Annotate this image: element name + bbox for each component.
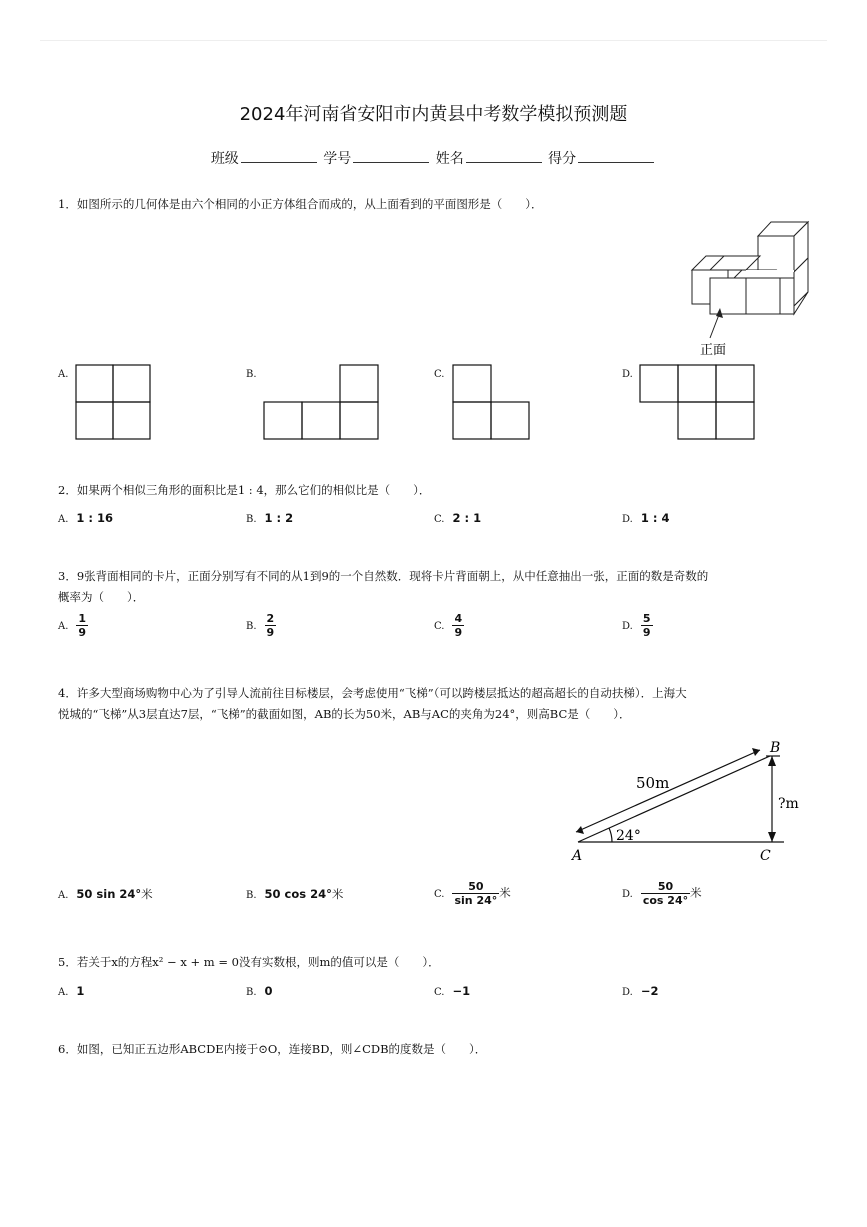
q4-angle-label: 24°	[616, 828, 641, 844]
score-label: 得分	[548, 151, 577, 167]
question-2-text: 2．如果两个相似三角形的面积比是1 : 4，那么它们的相似比是（ ）．	[58, 483, 431, 497]
question-4-text	[58, 683, 803, 725]
q3-opt-a[interactable]: A. $\frac{1}{9}$	[58, 612, 87, 639]
q4-opt-b[interactable]: B. 50 cos 24°米	[246, 887, 344, 901]
q1-opt-c-label[interactable]: C.	[434, 369, 445, 380]
q5-opt-d[interactable]: D. −2	[622, 984, 659, 998]
q4-point-c: C	[760, 848, 771, 864]
page-title: 2024年河南省安阳市内黄县中考数学模拟预测题	[239, 104, 628, 125]
q5-opt-b[interactable]: B. 0	[246, 984, 273, 998]
q4-opt-a[interactable]: A. 50 sin 24°米	[58, 887, 153, 901]
q3-opt-d[interactable]: D. $\frac{5}{9}$	[622, 612, 651, 639]
q4-height-label: ?m	[778, 796, 799, 812]
q4-opt-c[interactable]: C. $\frac{50}{\sin 24^\circ}$ 米	[434, 880, 511, 907]
question-5-text: 5．若关于x的方程x² − x + m = 0没有实数根，则m的值可以是（ ）．	[58, 955, 440, 969]
question-6-text: 6．如图，已知正五边形ABCDE内接于⊙O，连接BD，则∠CDB的度数是（ ）．	[58, 1042, 487, 1056]
q2-opt-d[interactable]: D. 1 : 4	[622, 511, 670, 525]
q4-point-a: A	[572, 848, 583, 864]
q4-length-label: 50m	[636, 774, 670, 792]
name-label: 姓名	[435, 151, 464, 167]
q2-opt-b[interactable]: B. 1 : 2	[246, 511, 294, 525]
class-label: 班级	[210, 151, 239, 167]
q3-line-2: 概率为（ ）．	[58, 590, 145, 604]
q1-opt-b-label[interactable]: B.	[246, 369, 257, 380]
name-blank[interactable]	[466, 150, 542, 163]
q1-solid-figure	[688, 218, 818, 360]
score-blank[interactable]	[578, 150, 654, 163]
q1-opt-b-figure[interactable]	[263, 364, 381, 442]
q4-opt-d[interactable]: D. $\frac{50}{\cos 24^\circ}$ 米	[622, 880, 702, 907]
q1-opt-a-label[interactable]: A.	[58, 369, 69, 380]
q2-opt-c[interactable]: C. 2 : 1	[434, 511, 482, 525]
front-label: 正面	[700, 343, 727, 358]
student-info-line	[0, 148, 867, 168]
top-rule	[40, 40, 827, 41]
q4-point-b: B	[770, 740, 781, 756]
id-blank[interactable]	[353, 150, 429, 163]
question-1-text: 1．如图所示的几何体是由六个相同的小正方体组合而成的，从上面看到的平面图形是（ ）．	[58, 197, 543, 211]
q4-line-2: 悦城的“飞梯”从3层直达7层，“飞梯”的截面如图，AB的长为50米，AB与AC的夹角为24°，则高BC是（ ）．	[58, 707, 631, 721]
id-label: 学号	[323, 151, 352, 167]
q1-opt-c-figure[interactable]	[452, 364, 532, 442]
q1-opt-d-label[interactable]: D.	[622, 369, 633, 380]
q4-line-1: 4．许多大型商场购物中心为了引导人流前往目标楼层，会考虑使用“飞梯”（可以跨楼层抵达的超高超长的自动扶梯）．上海大	[58, 686, 687, 700]
q1-opt-d-figure[interactable]	[639, 364, 757, 442]
q3-opt-b[interactable]: B. $\frac{2}{9}$	[246, 612, 275, 639]
q5-opt-c[interactable]: C. −1	[434, 984, 471, 998]
q2-opt-a[interactable]: A. 1 : 16	[58, 511, 114, 525]
q4-escalator-figure	[566, 736, 806, 866]
class-blank[interactable]	[241, 150, 317, 163]
q5-opt-a[interactable]: A. 1	[58, 984, 85, 998]
question-3-text	[58, 566, 803, 608]
q3-opt-c[interactable]: C. $\frac{4}{9}$	[434, 612, 463, 639]
q1-opt-a-figure[interactable]	[75, 364, 153, 442]
q3-line-1: 3．9张背面相同的卡片，正面分别写有不同的从1到9的一个自然数．现将卡片背面朝上，从中任意抽出一张，正面的数是奇数的	[58, 569, 709, 583]
